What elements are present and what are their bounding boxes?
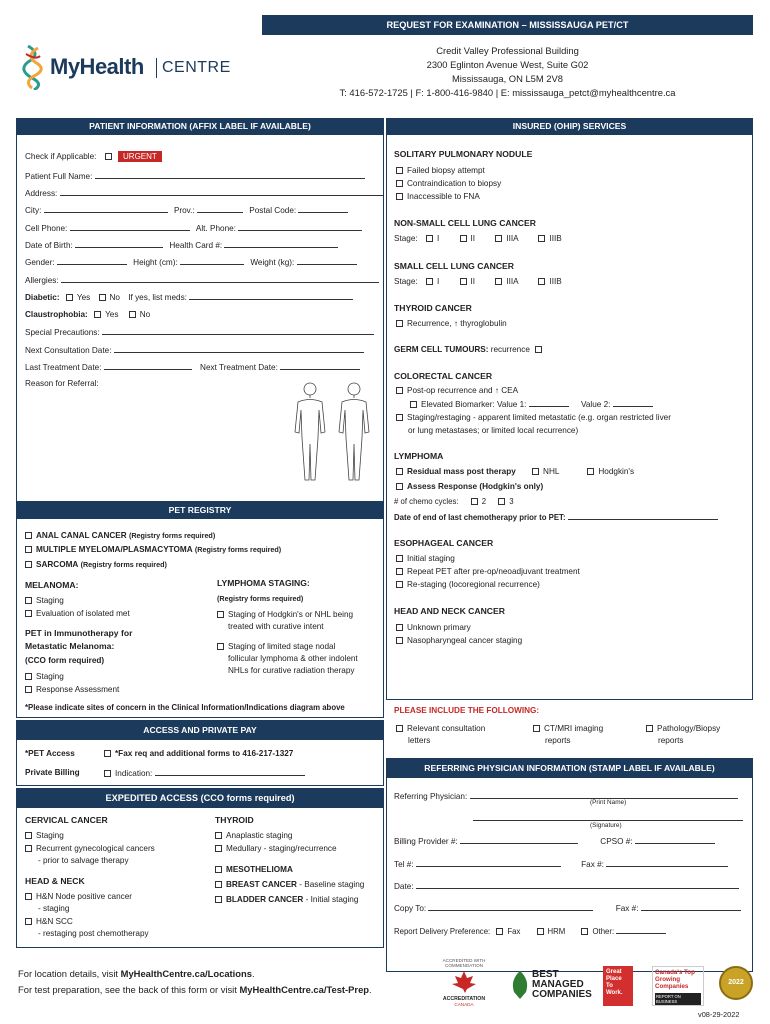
logo <box>22 44 242 90</box>
contact-line: T: 416-572-1725 | F: 1-800-416-9840 | E: mississauga_petct@myhealthcentre.ca <box>339 87 676 98</box>
chemo-date-row: Date of end of last chemotherapy prior to PET: <box>394 512 718 522</box>
colorectal-heading: COLORECTAL CANCER <box>394 371 493 381</box>
nsclc-stage-i[interactable] <box>426 235 433 242</box>
cervical-heading: CERVICAL CANCER <box>25 815 108 825</box>
reason-label: Reason for Referral: <box>25 379 99 388</box>
spn-item-1[interactable]: Failed biopsy attempt <box>396 166 485 175</box>
up-arrow-icon: ↑ <box>453 319 458 328</box>
claustro-no-checkbox[interactable] <box>129 311 136 318</box>
locations-link[interactable]: MyHealthCentre.ca/Locations <box>120 968 252 979</box>
patient-title: PATIENT INFORMATION (AFFIX LABEL IF AVAILABLE) <box>16 118 384 135</box>
check-applicable-row: Check if Applicable: URGENT <box>25 152 162 161</box>
test-prep-link[interactable]: MyHealthCentre.ca/Test-Prep <box>239 984 370 995</box>
tel-field[interactable] <box>416 859 561 867</box>
germ-row: GERM CELL TUMOURS: recurrence <box>394 345 546 354</box>
header-address <box>262 44 753 100</box>
cco-note: (CCO form required) <box>25 656 105 665</box>
fax-field[interactable] <box>606 859 728 867</box>
referring-title: REFERRING PHYSICIAN INFORMATION (STAMP LABEL IF AVAILABLE) <box>386 758 753 778</box>
spn-item-3[interactable]: Inaccessible to FNA <box>396 192 480 201</box>
cell-field[interactable] <box>70 223 190 231</box>
nsclc-stage-ii[interactable] <box>460 235 467 242</box>
hn-exp-1b: - staging <box>38 904 70 913</box>
postal-field[interactable] <box>298 205 348 213</box>
cpso-field[interactable] <box>635 836 715 844</box>
indication-field[interactable] <box>155 768 305 776</box>
best-managed-logo: BEST MANAGED COMPANIES <box>508 970 588 1002</box>
city-row: City: Prov.: Postal Code: <box>25 205 348 215</box>
chemo-cycles-row: # of chemo cycles: 2 3 <box>394 497 514 506</box>
award-seal: 2022 <box>719 966 753 1000</box>
ls-item-2[interactable]: Staging of limited stage nodal <box>217 642 335 651</box>
treatment-row: Last Treatment Date: Next Treatment Date: <box>25 362 360 372</box>
logo-sub: CENTRE <box>162 59 231 76</box>
allergies-field[interactable] <box>61 275 379 283</box>
physician-field[interactable] <box>470 791 738 799</box>
meds-field[interactable] <box>189 292 353 300</box>
fax2-field[interactable] <box>641 903 741 911</box>
best-managed-leaf-icon <box>508 970 532 1000</box>
include-consult-2: letters <box>408 736 431 745</box>
colorectal-staging-2: or lung metastases; or limited local recurrence) <box>408 426 579 435</box>
eso-item-2[interactable]: Repeat PET after pre-op/neoadjuvant treatment <box>396 567 580 576</box>
thy-anaplastic[interactable]: Anaplastic staging <box>215 831 292 840</box>
chemo-date-field[interactable] <box>568 512 718 520</box>
version-label: v08-29-2022 <box>698 1010 740 1019</box>
registry-item-3[interactable]: SARCOMA (Registry forms required) <box>25 560 167 569</box>
gender-row: Gender: Height (cm): Weight (kg): <box>25 257 357 267</box>
delivery-hrm-checkbox[interactable] <box>537 928 544 935</box>
colorectal-biomarker[interactable]: Elevated Biomarker: Value 1: Value 2: <box>410 399 653 409</box>
hn-exp-heading: HEAD & NECK <box>25 876 85 886</box>
hn-exp-2[interactable]: H&N SCC <box>25 917 73 926</box>
value1-field[interactable] <box>529 399 569 407</box>
street-address: 2300 Eglinton Avenue West, Suite G02 <box>426 59 589 70</box>
tel-row: Tel #: Fax #: <box>394 859 728 869</box>
logo-divider <box>156 58 157 78</box>
print-name-label: (Print Name) <box>590 799 627 806</box>
copy-row: Copy To: Fax #: <box>394 903 741 913</box>
thyroid-exp-heading: THYROID <box>215 815 254 825</box>
thy-medullary[interactable]: Medullary - staging/recurrence <box>215 844 337 853</box>
copy-field[interactable] <box>428 903 593 911</box>
body-diagram-icon <box>288 380 378 484</box>
include-path[interactable]: Pathology/Biopsy <box>646 724 720 733</box>
immuno-heading-2: Metastatic Melanoma: <box>25 641 115 651</box>
gender-field[interactable] <box>57 257 127 265</box>
lymphoma-heading: LYMPHOMA <box>394 451 444 461</box>
nsclc-heading: NON-SMALL CELL LUNG CANCER <box>394 218 536 228</box>
delivery-row: Report Delivery Preference: Fax HRM Other: <box>394 926 666 936</box>
special-row: Special Precautions: <box>25 327 374 337</box>
lymphoma-assess[interactable]: Assess Response (Hodgkin's only) <box>396 482 543 491</box>
imm-response[interactable]: Response Assessment <box>25 685 119 694</box>
meso[interactable]: MESOTHELIOMA <box>215 865 293 874</box>
cer-recurrent[interactable]: Recurrent gynecological cancers <box>25 844 155 853</box>
next-tx-field[interactable] <box>280 362 360 370</box>
logo-main: MyHealth <box>50 54 144 79</box>
registry-item-1[interactable]: ANAL CANAL CANCER (Registry forms required) <box>25 531 215 540</box>
maple-leaf-icon <box>450 970 478 994</box>
include-ct[interactable]: CT/MRI imaging <box>533 724 603 733</box>
next-consult-field[interactable] <box>114 345 364 353</box>
cer-recurrent-2: - prior to salvage therapy <box>38 856 129 865</box>
pet-access-label: *PET Access <box>25 749 75 758</box>
imm-staging[interactable]: Staging <box>25 672 64 681</box>
claustro-yes-checkbox[interactable] <box>94 311 101 318</box>
sclc-stage-row: Stage: I II IIIA IIIB <box>394 277 562 286</box>
colorectal-staging[interactable]: Staging/restaging - apparent limited metastatic (e.g. organ restricted liver <box>396 413 671 422</box>
footer-line-1: For location details, visit MyHealthCentre.ca/Locations. <box>18 968 255 979</box>
weight-field[interactable] <box>297 257 357 265</box>
nsclc-stage-iiia[interactable] <box>495 235 502 242</box>
registry-item-2[interactable]: MULTIPLE MYELOMA/PLASMACYTOMA (Registry forms required) <box>25 545 281 554</box>
ls-item-1b: treated with curative intent <box>228 622 324 631</box>
esophageal-heading: ESOPHAGEAL CANCER <box>394 538 494 548</box>
diabetic-no-checkbox[interactable] <box>99 294 106 301</box>
indication-checkbox[interactable] <box>104 770 111 777</box>
germ-checkbox[interactable] <box>535 346 542 353</box>
ls-item-2b: follicular lymphoma & other indolent <box>228 654 358 663</box>
claustro-row: Claustrophobia: Yes No <box>25 310 151 319</box>
chemo-2-checkbox[interactable] <box>471 498 478 505</box>
ls-item-1[interactable]: Staging of Hodgkin's or NHL being <box>217 610 353 619</box>
indication-row: Indication: <box>104 768 305 778</box>
eso-item-3[interactable]: Re-staging (locoregional recurrence) <box>396 580 540 589</box>
eso-item-1[interactable]: Initial staging <box>396 554 455 563</box>
access-title: ACCESS AND PRIVATE PAY <box>16 720 384 740</box>
registry-title: PET REGISTRY <box>16 502 384 519</box>
date-field[interactable] <box>416 881 739 889</box>
city-field[interactable] <box>44 205 168 213</box>
hn-exp-1[interactable]: H&N Node positive cancer <box>25 892 132 901</box>
residual-checkbox[interactable] <box>396 468 403 475</box>
full-name-field[interactable] <box>95 171 365 179</box>
melanoma-heading: MELANOMA: <box>25 580 79 590</box>
nsclc-stage-row: Stage: I II IIIA IIIB <box>394 234 562 243</box>
full-name-row: Patient Full Name: <box>25 171 365 181</box>
sclc-heading: SMALL CELL LUNG CANCER <box>394 261 514 271</box>
hn-exp-2b: - restaging post chemotherapy <box>38 929 149 938</box>
signature-label: (Signature) <box>590 822 622 829</box>
mel-eval[interactable]: Evaluation of isolated met <box>25 609 130 618</box>
colorectal-postop[interactable]: Post-op recurrence and ↑ CEA <box>396 386 518 395</box>
spn-item-2[interactable]: Contraindication to biopsy <box>396 179 501 188</box>
lymphoma-staging-heading: LYMPHOMA STAGING: <box>217 578 310 588</box>
prov-field[interactable] <box>197 205 243 213</box>
thyroid-heading: THYROID CANCER <box>394 303 472 313</box>
expedited-title: EXPEDITED ACCESS (CCO forms required) <box>16 788 384 808</box>
date-row: Date: <box>394 881 739 891</box>
bladder[interactable]: BLADDER CANCER - Initial staging <box>215 895 358 904</box>
top-growing-logo: Canada's Top Growing Companies REPORT ON BUSINESS <box>652 966 704 1006</box>
value2-field[interactable] <box>613 399 653 407</box>
urgent-checkbox[interactable] <box>105 153 112 160</box>
diabetic-yes-checkbox[interactable] <box>66 294 73 301</box>
height-field[interactable] <box>180 257 244 265</box>
urgent-badge: URGENT <box>118 151 162 162</box>
health-card-field[interactable] <box>224 240 338 248</box>
sclc-stage-ii[interactable] <box>460 278 467 285</box>
city-address: Mississauga, ON L5M 2V8 <box>452 73 563 84</box>
nhl-checkbox[interactable] <box>532 468 539 475</box>
great-place-to-work-badge: Great Place To Work. <box>603 966 633 1006</box>
dob-field[interactable] <box>75 240 163 248</box>
fax-req[interactable]: *Fax req and additional forms to 416-217-1327 <box>104 749 293 758</box>
headneck-heading: HEAD AND NECK CANCER <box>394 606 505 616</box>
next-consult-row: Next Consultation Date: <box>25 345 364 355</box>
billing-field[interactable] <box>460 836 578 844</box>
allergies-row: Allergies: <box>25 275 379 285</box>
sclc-stage-iiib[interactable] <box>538 278 545 285</box>
nsclc-stage-iiib[interactable] <box>538 235 545 242</box>
footer-line-2: For test preparation, see the back of this form or visit MyHealthCentre.ca/Test-Prep. <box>18 984 372 995</box>
registry-note: *Please indicate sites of concern in the Clinical Information/Indications diagram above <box>25 703 345 712</box>
cer-staging[interactable]: Staging <box>25 831 64 840</box>
billing-row: Billing Provider #: CPSO #: <box>394 836 715 846</box>
ref-physician-row: Referring Physician: <box>394 791 738 801</box>
hn-item-1[interactable]: Unknown primary <box>396 623 471 632</box>
spn-heading: SOLITARY PULMONARY NODULE <box>394 149 533 159</box>
dob-row: Date of Birth: Health Card #: <box>25 240 338 250</box>
please-include-heading: PLEASE INCLUDE THE FOLLOWING: <box>394 706 540 715</box>
hn-item-2[interactable]: Nasopharyngeal cancer staging <box>396 636 522 645</box>
delivery-other-checkbox[interactable] <box>581 928 588 935</box>
logo-helix-icon <box>22 44 46 90</box>
diabetic-row: Diabetic: Yes No If yes, list meds: <box>25 292 353 302</box>
thyroid-recurrence[interactable]: Recurrence, ↑ thyroglobulin <box>396 319 507 328</box>
ls-item-2c: NHLs for curative radiation therapy <box>228 666 355 675</box>
breast[interactable]: BREAST CANCER - Baseline staging <box>215 880 364 889</box>
special-field[interactable] <box>102 327 374 335</box>
hodgkins-checkbox[interactable] <box>587 468 594 475</box>
accreditation-logo: ACCREDITED WITH COMMENDATION ACCREDITATION CANADA <box>442 958 486 1007</box>
address-row: Address: <box>25 188 383 198</box>
sclc-stage-iiia[interactable] <box>495 278 502 285</box>
building-name: Credit Valley Professional Building <box>436 45 579 56</box>
header-banner: REQUEST FOR EXAMINATION – MISSISSAUGA PET/CT <box>262 15 753 35</box>
address-field[interactable] <box>60 188 383 196</box>
last-tx-field[interactable] <box>104 362 192 370</box>
other-field[interactable] <box>616 926 666 934</box>
up-arrow-icon: ↑ <box>494 386 499 395</box>
lymphoma-residual: Residual mass post therapy NHL Hodgkin's <box>396 467 634 476</box>
immuno-heading-1: PET in Immunotherapy for <box>25 628 133 638</box>
mel-staging[interactable]: Staging <box>25 596 64 605</box>
phone-row: Cell Phone: Alt. Phone: <box>25 223 362 233</box>
alt-phone-field[interactable] <box>238 223 362 231</box>
lymphoma-staging-req: (Registry forms required) <box>217 594 304 603</box>
signature-line[interactable] <box>473 820 743 821</box>
delivery-fax-checkbox[interactable] <box>496 928 503 935</box>
insured-title: INSURED (OHIP) SERVICES <box>386 118 753 135</box>
chemo-3-checkbox[interactable] <box>498 498 505 505</box>
include-ct-2: reports <box>545 736 571 745</box>
include-consult[interactable]: Relevant consultation <box>396 724 485 733</box>
include-path-2: reports <box>658 736 684 745</box>
sclc-stage-i[interactable] <box>426 278 433 285</box>
private-billing-label: Private Billing <box>25 768 80 777</box>
